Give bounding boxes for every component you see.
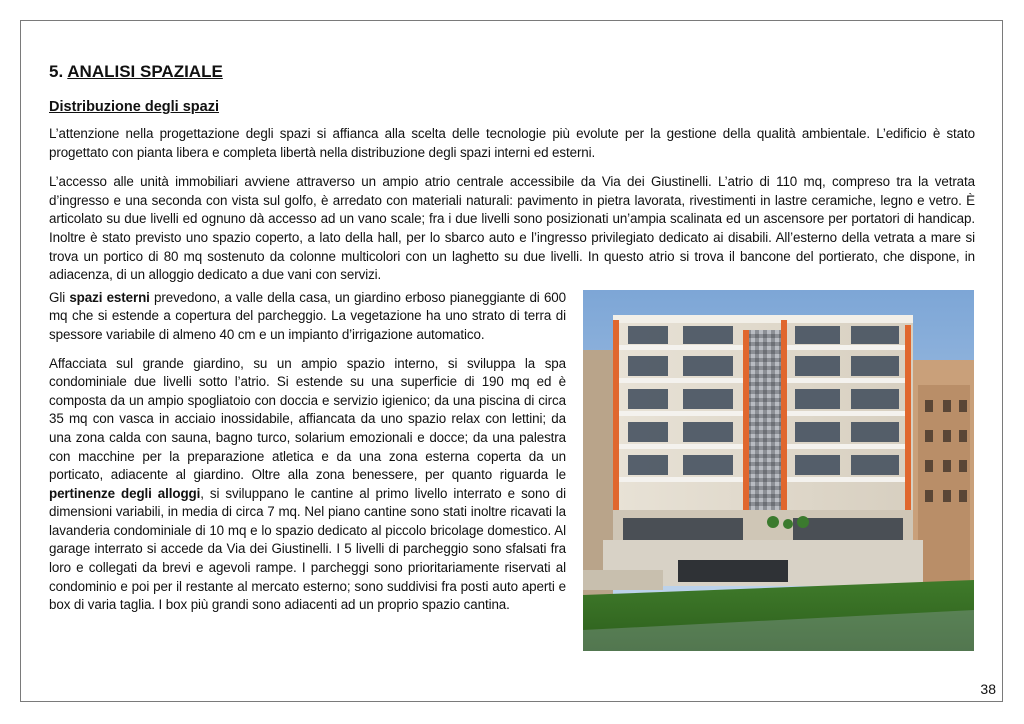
text-run: prevedono, a valle della casa, un giardino erboso pianeggiante di 600 mq che si estende a copertura del parcheggio. La vegetazione ha uno strato di terra di spessore variabile di almeno 40 cm e un impianto d’irrigazione automatico. [49, 289, 566, 342]
section-number: 5. [49, 62, 64, 81]
section-title: ANALISI SPAZIALE [67, 62, 223, 81]
paragraph-intro: L’attenzione nella progettazione degli spazi si affianca alla scelta delle tecnologie più evolute per la gestione della qualità ambientale. L’edificio è stato progettato con pianta libera e completa libertà nella distribuzione degli spazi interni ed esterni. [49, 126, 975, 160]
text-run: , si sviluppano le cantine al primo livello interrato e sono di dimensioni variabili, in media di circa 7 mq. Nel piano cantine sono stati inoltre ricavati la lavanderia condominiale di 10 mq e lo spazio dedicato al piccolo bricolage domestico. Al garage interrato si accede da Via dei Giustinelli. I 5 livelli di parcheggio sono sfalsati fra loro e collegati da brevi e agevoli rampe. I parcheggi sono prioritariamente riservati al condominio e poi per il restante al mercato esterno; sono suddivisi fra posti auto aperti e box di varia taglia. I box più grandi sono adiacenti ad un proprio spazio cantina. [49, 485, 566, 613]
section-heading [49, 62, 975, 82]
paragraph-access: L’accesso alle unità immobiliari avviene attraverso un ampio atrio centrale accessibile da Via dei Giustinelli. L’atrio di 110 mq, compreso tra la vetrata d’ingresso e una seconda con vista sul golfo, è arredato con materiali naturali: pavimento in pietra lavorata, rivestimenti in lastre ceramiche, legno e vetro. È articolato su due livelli ed ognuno dà accesso ad un vano scale; fra i due livelli sono posizionati un’ampia scalinata ed un ascensore per portatori di handicap. Inoltre è stato previsto uno spazio coperto, a lato della hall, per lo sbarco auto e l’ingresso privilegiato dedicato ai disabili. All’esterno della vetrata a mare si trova un portico di 80 mq sostenuto da colonne multicolori con un laghetto su due livelli. In questo atrio si trova il bancone del portierato, che dispone, in adiacenza, di un alloggio dedicato a due vani con servizi. [49, 174, 975, 283]
bold-term-external-spaces: spazi esterni [69, 289, 150, 305]
paragraph-external-spaces [49, 289, 566, 345]
paragraph-spa [49, 355, 566, 615]
text-run: Gli [49, 289, 70, 305]
two-column-area [49, 289, 975, 659]
building-rendering-image [583, 290, 974, 651]
text-run: Affacciata sul grande giardino, su un ampio spazio interno, si sviluppa la spa condominiale due livelli sotto l’atrio. Si estende su una superficie di 190 mq ed è composta da un ampio spogliatoio con doccia e servizio igienico; da una piscina di circa 35 mq con vasca in acciaio inossidabile, affiancata da uno spazio relax con lettini; da una zona calda con sauna, bagno turco, solarium emozionali e docce; da una palestra con macchine per la preparazione atletica e da una zona esterna coperta da un porticato, adiacente al giardino. Oltre alla zona benessere, per quanto riguarda le [49, 355, 566, 483]
text-column [49, 289, 566, 625]
page-number: 38 [980, 681, 996, 697]
page-content [49, 62, 975, 659]
subsection-title: Distribuzione degli spazi [49, 99, 219, 115]
bold-term-pertinenze: pertinenze degli alloggi [49, 485, 201, 501]
